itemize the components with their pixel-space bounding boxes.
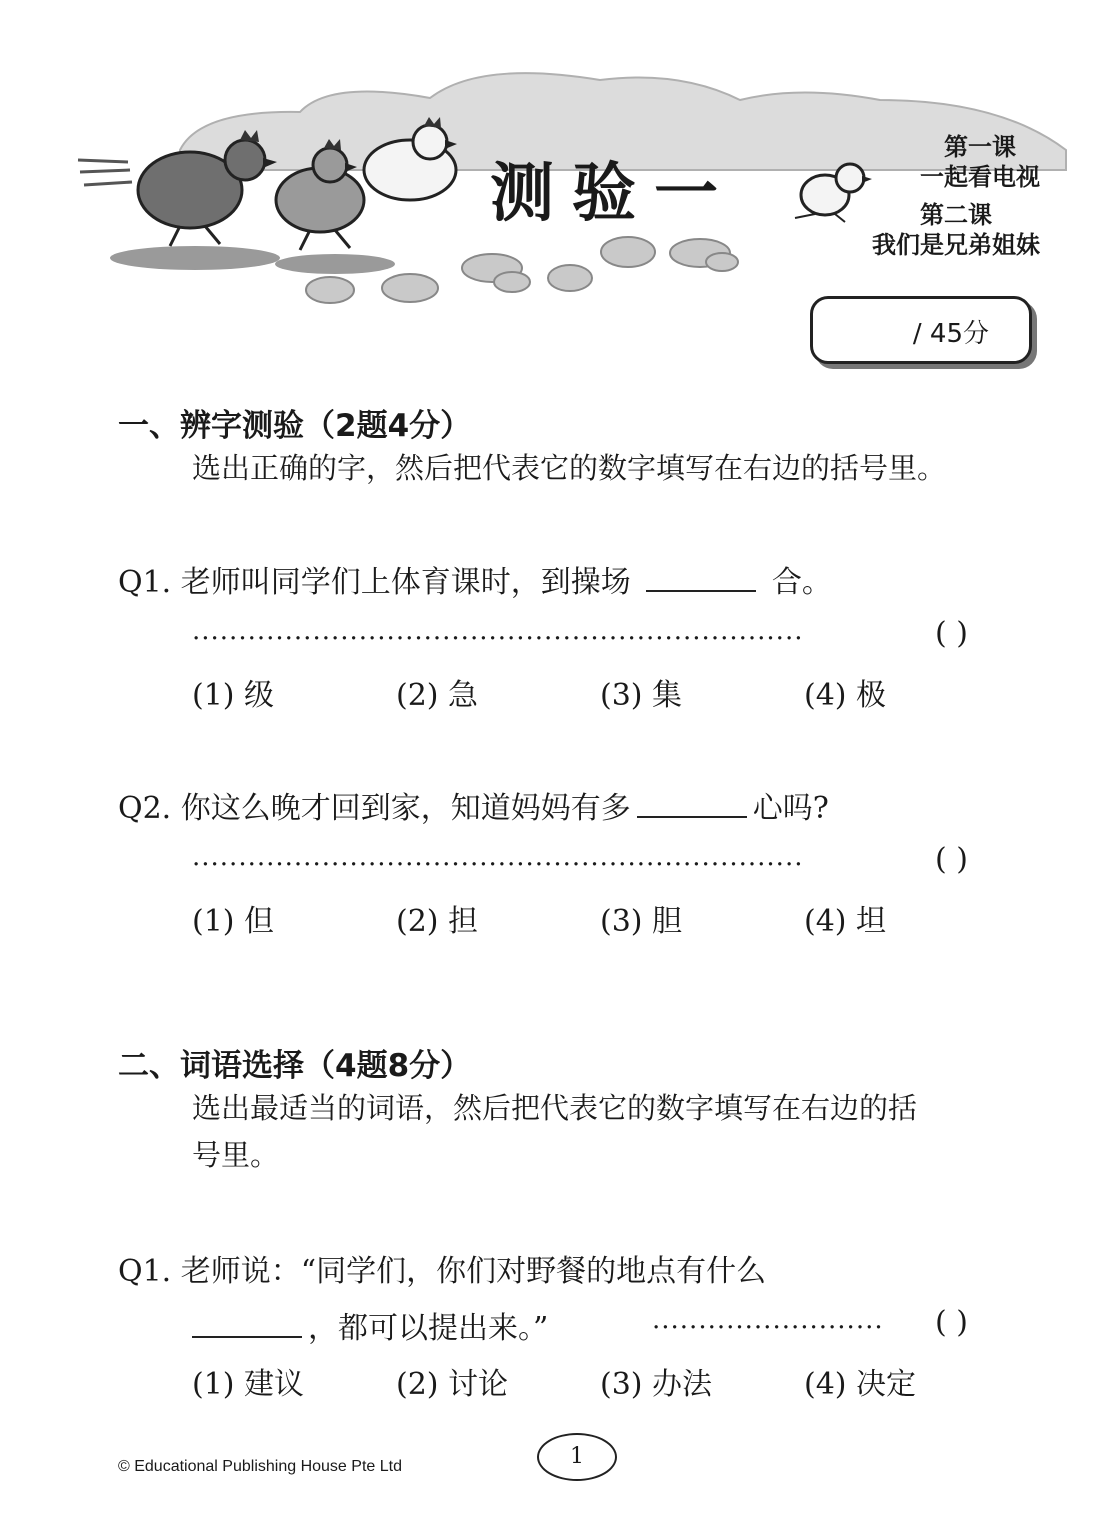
section-2-title: 二、词语选择（4题8分） — [118, 1048, 472, 1084]
s1-q1-dots: .................................................................. — [192, 616, 804, 646]
s2-q1-line-2 — [192, 1303, 548, 1347]
s2-q1-dots: ......................... — [652, 1305, 884, 1335]
s1-q1-text — [118, 557, 832, 601]
s1-q2-blank[interactable] — [637, 792, 747, 818]
s1-q2-answer-bracket[interactable]: ( ) — [935, 842, 968, 877]
s1-q1-option-2: (2) 急 — [396, 678, 479, 713]
s1-q2-before: 你这么晚才回到家，知道妈妈有多 — [180, 791, 631, 826]
copyright-text: © Educational Publishing House Pte Ltd — [118, 1458, 402, 1475]
s1-q2-option-4: (4) 坦 — [804, 904, 887, 939]
speed-lines — [78, 160, 132, 185]
section-1-title: 一、辨字测验（2题4分） — [118, 408, 472, 444]
page-title: 测验一 — [490, 157, 736, 231]
s1-q2-option-1: (1) 但 — [192, 904, 275, 939]
lesson-1-label: 第一课 — [944, 133, 1016, 161]
s2-q1-answer-bracket[interactable]: ( ) — [935, 1305, 968, 1340]
score-box — [810, 296, 1032, 364]
s1-q1-option-1: (1) 级 — [192, 678, 275, 713]
s1-q2-dots: .................................................................. — [192, 842, 804, 872]
s1-q2-option-2: (2) 担 — [396, 904, 479, 939]
s1-q1-number: Q1. — [118, 565, 172, 600]
s1-q2-text — [118, 783, 829, 827]
s2-q1-option-1: (1) 建议 — [192, 1367, 305, 1402]
lesson-1-info — [920, 132, 1040, 192]
s2-q1-text-1: 老师说：“同学们，你们对野餐的地点有什么 — [180, 1254, 767, 1289]
s2-q1-line-1 — [118, 1246, 766, 1290]
s1-q2-number: Q2. — [118, 791, 172, 826]
s2-q1-option-3: (3) 办法 — [600, 1367, 713, 1402]
s1-q1-before: 老师叫同学们上体育课时，到操场 — [180, 565, 631, 600]
s1-q2-option-3: (3) 胆 — [600, 904, 683, 939]
lesson-2-name: 我们是兄弟姐妹 — [872, 231, 1040, 259]
score-total: / 45分 — [912, 319, 989, 349]
s1-q2-after: 心吗? — [752, 791, 829, 826]
s1-q1-answer-bracket[interactable]: ( ) — [935, 616, 968, 651]
lesson-1-name: 一起看电视 — [920, 163, 1040, 191]
s1-q1-after: 合。 — [771, 565, 832, 600]
s2-q1-option-2: (2) 讨论 — [396, 1367, 509, 1402]
s2-q1-blank[interactable] — [192, 1312, 302, 1338]
s2-q1-option-4: (4) 决定 — [804, 1367, 917, 1402]
section-2-instruction-line-1: 选出最适当的词语，然后把代表它的数字填写在右边的括 — [192, 1091, 918, 1125]
lesson-2-info — [872, 200, 1040, 260]
s2-q1-text-2: ，都可以提出来。” — [308, 1311, 549, 1346]
s2-q1-number: Q1. — [118, 1254, 172, 1289]
lesson-2-label: 第二课 — [920, 201, 992, 229]
page-number: 1 — [537, 1433, 617, 1481]
section-2-instruction-line-2: 号里。 — [192, 1138, 280, 1172]
s1-q1-blank[interactable] — [646, 566, 756, 592]
s1-q1-option-4: (4) 极 — [804, 678, 887, 713]
section-1-instruction: 选出正确的字，然后把代表它的数字填写在右边的括号里。 — [192, 451, 947, 485]
s1-q1-option-3: (3) 集 — [600, 678, 683, 713]
chick-icon — [795, 164, 872, 222]
